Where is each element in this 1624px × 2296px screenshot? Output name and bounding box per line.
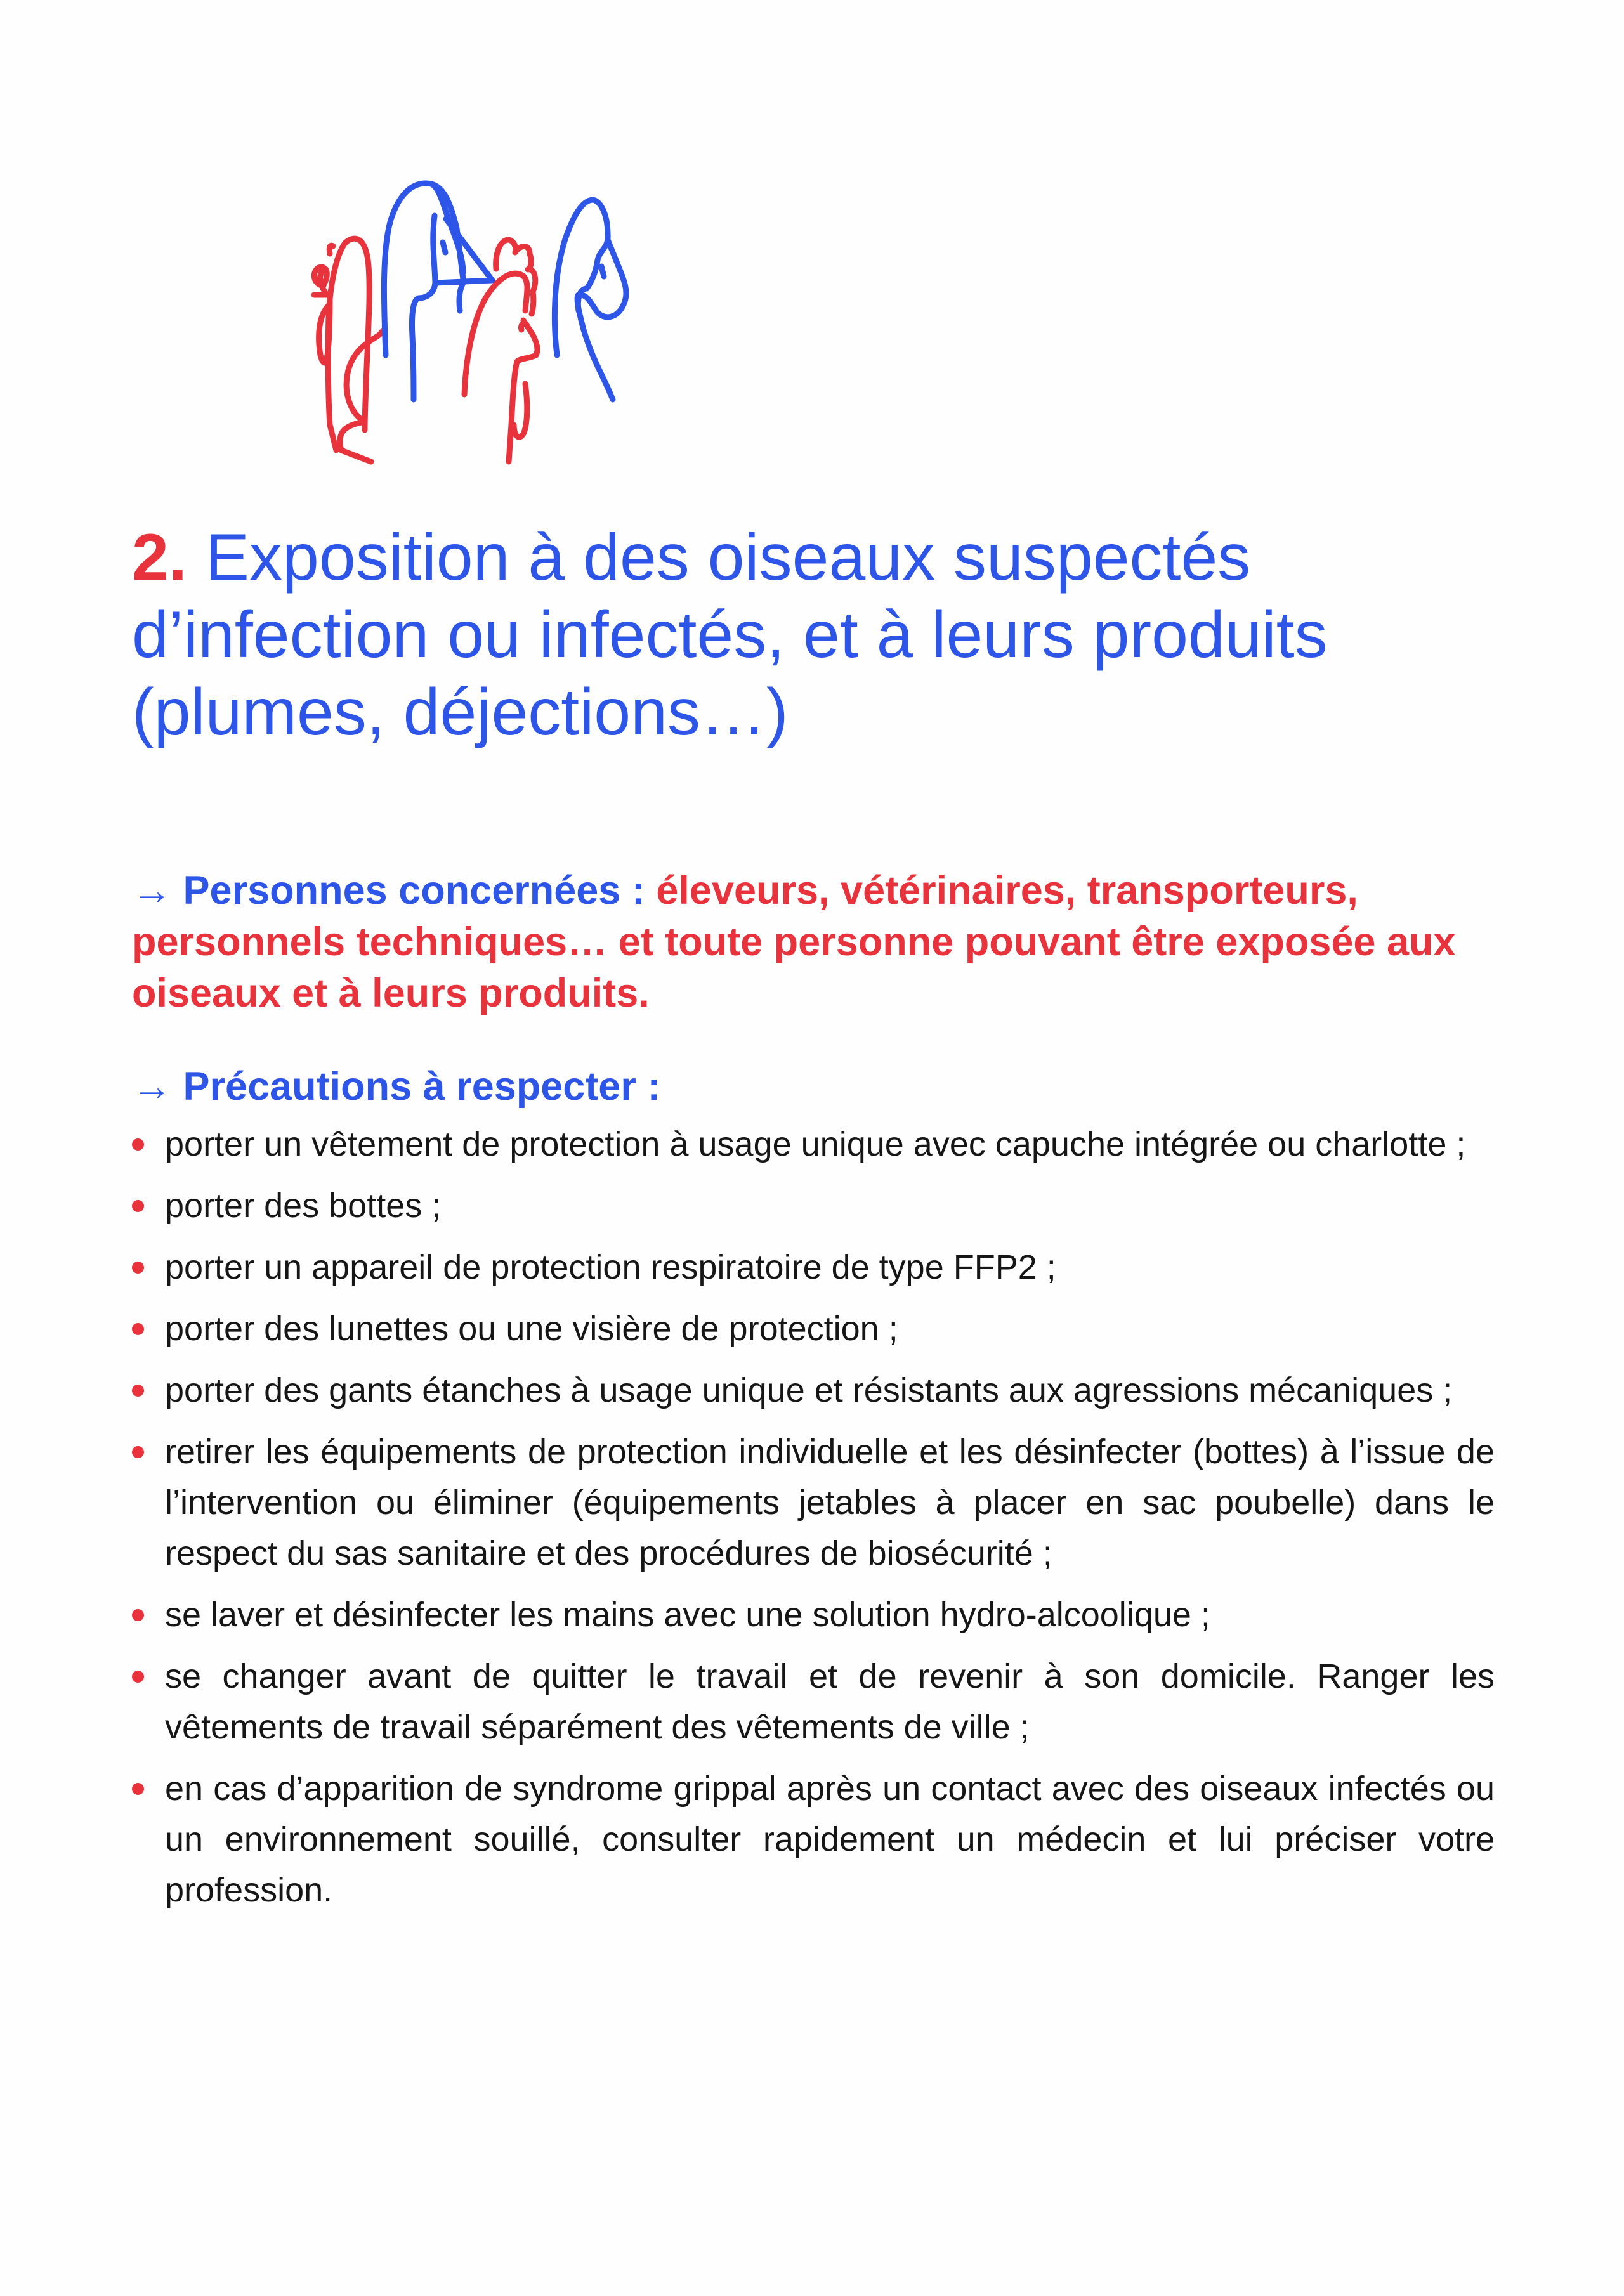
section-number: 2. — [132, 521, 187, 594]
bullet-dot-icon — [132, 1262, 144, 1274]
main-content — [132, 519, 1495, 1926]
bullet-dot-icon — [132, 1385, 144, 1397]
list-item-text: porter un vêtement de protection à usage unique avec capuche intégrée ou charlotte ; — [165, 1125, 1466, 1163]
list-item — [132, 1589, 1495, 1640]
list-item — [132, 1119, 1495, 1170]
bullet-dot-icon — [132, 1671, 144, 1683]
duck-icon — [554, 200, 626, 400]
bullet-dot-icon — [132, 1323, 144, 1335]
list-item-text: se laver et désinfecter les mains avec une solution hydro-alcoolique ; — [165, 1596, 1210, 1634]
list-item-text: se changer avant de quitter le travail et de revenir à son domicile. Ranger les vêtements de travail séparément des vêtements de ville ; — [165, 1657, 1495, 1746]
list-item — [132, 1303, 1495, 1354]
list-item — [132, 1426, 1495, 1579]
list-item — [132, 1763, 1495, 1915]
arrow-right-icon: → — [132, 1064, 172, 1109]
list-item — [132, 1180, 1495, 1231]
list-item-text: porter des gants étanches à usage unique et résistants aux agressions mécaniques ; — [165, 1371, 1453, 1409]
bullet-dot-icon — [132, 1200, 144, 1212]
concerned-value: éleveurs, vétérinaires, transporteurs, personnels techniques… et toute personne pouvant être exposée aux oiseaux et à leurs produits. — [132, 868, 1456, 1015]
section-title — [132, 519, 1495, 751]
list-item-text: porter des bottes ; — [165, 1187, 442, 1225]
goose-icon — [384, 183, 492, 400]
bullet-dot-icon — [132, 1783, 144, 1795]
bullet-dot-icon — [132, 1609, 144, 1621]
precautions-list — [132, 1119, 1495, 1915]
precautions-heading-text: Précautions à respecter : — [183, 1064, 661, 1109]
rooster-icon — [464, 240, 537, 462]
bullet-dot-icon — [132, 1446, 144, 1458]
concerned-label: Personnes concernées : — [183, 868, 645, 913]
list-item — [132, 1651, 1495, 1752]
list-item-text: en cas d’apparition de syndrome grippal après un contact avec des oiseaux infectés ou un environnement souillé, consulter rapidement un médecin et lui préciser votre profession. — [165, 1770, 1495, 1909]
list-item-text: porter un appareil de protection respiratoire de type FFP2 ; — [165, 1248, 1056, 1286]
arrow-right-icon: → — [132, 868, 172, 913]
precautions-heading — [132, 1061, 1495, 1112]
list-item-text: retirer les équipements de protection individuelle et les désinfecter (bottes) à l’issue de l’intervention ou éliminer (équipements jetables à placer en sac poubelle) dans le respect du sas sanitaire et des procédures de biosécurité ; — [165, 1433, 1495, 1572]
birds-illustration — [304, 159, 1320, 488]
section-title-text: Exposition à des oiseaux suspectés d’infection ou infectés, et à leurs produits (plumes, déjections…) — [132, 521, 1328, 749]
turkey-icon — [314, 238, 384, 462]
list-item-text: porter des lunettes ou une visière de protection ; — [165, 1310, 898, 1348]
list-item — [132, 1242, 1495, 1293]
list-item — [132, 1365, 1495, 1416]
bullet-dot-icon — [132, 1138, 144, 1151]
concerned-persons — [132, 865, 1495, 1019]
